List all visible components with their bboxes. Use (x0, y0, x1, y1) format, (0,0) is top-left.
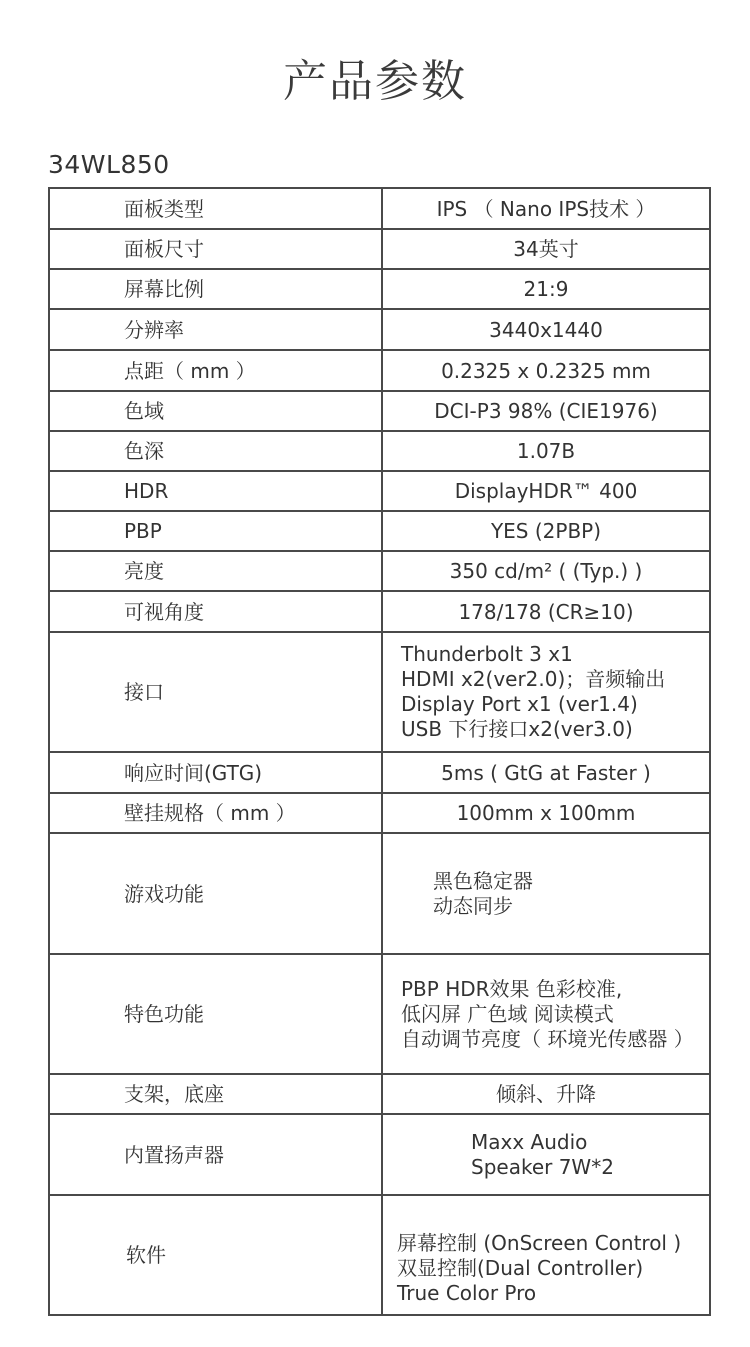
spec-value: DCI-P3 98% (CIE1976) (382, 391, 710, 431)
spec-label: 响应时间(GTG) (49, 752, 382, 793)
model-name: 34WL850 (48, 150, 170, 179)
spec-label: 接口 (49, 632, 382, 752)
spec-label: 面板类型 (49, 188, 382, 229)
spec-value-line: 黑色稳定器 (433, 868, 533, 893)
spec-value-line: 自动调节亮度（ 环境光传感器 ） (401, 1026, 694, 1051)
spec-value: DisplayHDR™ 400 (382, 471, 710, 511)
spec-value-line: 双显控制(Dual Controller) (397, 1256, 644, 1280)
spec-value: 倾斜、升降 (382, 1074, 710, 1114)
spec-value-line: Maxx Audio (471, 1129, 588, 1154)
spec-label: 游戏功能 (49, 833, 382, 954)
spec-label: 内置扬声器 (49, 1114, 382, 1195)
page-title: 产品参数 (283, 56, 467, 107)
spec-label: 屏幕比例 (49, 269, 382, 309)
table-row (49, 1195, 710, 1315)
table-row (49, 1074, 710, 1114)
spec-table (48, 187, 711, 1316)
table-row (49, 269, 710, 309)
table-row (49, 752, 710, 793)
table-row (49, 833, 710, 954)
spec-value-line: 屏幕控制 (OnScreen Control ) (397, 1231, 682, 1255)
spec-value: 1.07B (382, 431, 710, 471)
table-row (49, 350, 710, 391)
table-row (49, 431, 710, 471)
spec-value-line: PBP HDR效果 色彩校准, (401, 976, 623, 1001)
table-row (49, 229, 710, 269)
spec-value-line: True Color Pro (397, 1281, 537, 1305)
spec-value: 0.2325 x 0.2325 mm (382, 350, 710, 391)
table-row (49, 391, 710, 431)
spec-label: 软件 (49, 1195, 382, 1315)
spec-value (382, 1195, 710, 1315)
spec-value (382, 1114, 710, 1195)
spec-value: 350 cd/m² ( (Typ.) ) (382, 551, 710, 591)
spec-value: 34英寸 (382, 229, 710, 269)
spec-value: 178/178 (CR≥10) (382, 591, 710, 632)
table-row (49, 551, 710, 591)
spec-value-line: Display Port x1 (ver1.4) (401, 692, 638, 716)
spec-label: 分辨率 (49, 309, 382, 350)
spec-value: 3440x1440 (382, 309, 710, 350)
spec-label: 亮度 (49, 551, 382, 591)
spec-value (382, 833, 710, 954)
spec-value-line: HDMI x2(ver2.0)；音频输出 (401, 667, 666, 691)
spec-label: 色深 (49, 431, 382, 471)
table-row (49, 188, 710, 229)
spec-value: 5ms ( GtG at Faster ) (382, 752, 710, 793)
spec-value (382, 954, 710, 1074)
spec-label: 点距（ mm ） (49, 350, 382, 391)
table-row (49, 591, 710, 632)
spec-label: PBP (49, 511, 382, 551)
spec-value-line: Speaker 7W*2 (471, 1154, 614, 1179)
table-row (49, 793, 710, 833)
spec-label: 可视角度 (49, 591, 382, 632)
table-row (49, 954, 710, 1074)
spec-value-line: 动态同步 (433, 893, 513, 918)
spec-value-line: USB 下行接口x2(ver3.0) (401, 717, 633, 741)
spec-label: 支架，底座 (49, 1074, 382, 1114)
spec-label: HDR (49, 471, 382, 511)
table-row (49, 632, 710, 752)
spec-value: 21:9 (382, 269, 710, 309)
spec-value: IPS （ Nano IPS技术 ） (382, 188, 710, 229)
table-row (49, 471, 710, 511)
spec-value-line: 低闪屏 广色域 阅读模式 (401, 1001, 614, 1026)
spec-label: 壁挂规格（ mm ） (49, 793, 382, 833)
table-row (49, 511, 710, 551)
spec-label: 面板尺寸 (49, 229, 382, 269)
spec-value-line: Thunderbolt 3 x1 (401, 642, 573, 666)
spec-value: YES (2PBP) (382, 511, 710, 551)
table-row (49, 309, 710, 350)
spec-label: 特色功能 (49, 954, 382, 1074)
spec-label: 色域 (49, 391, 382, 431)
table-row (49, 1114, 710, 1195)
spec-value (382, 632, 710, 752)
spec-value: 100mm x 100mm (382, 793, 710, 833)
